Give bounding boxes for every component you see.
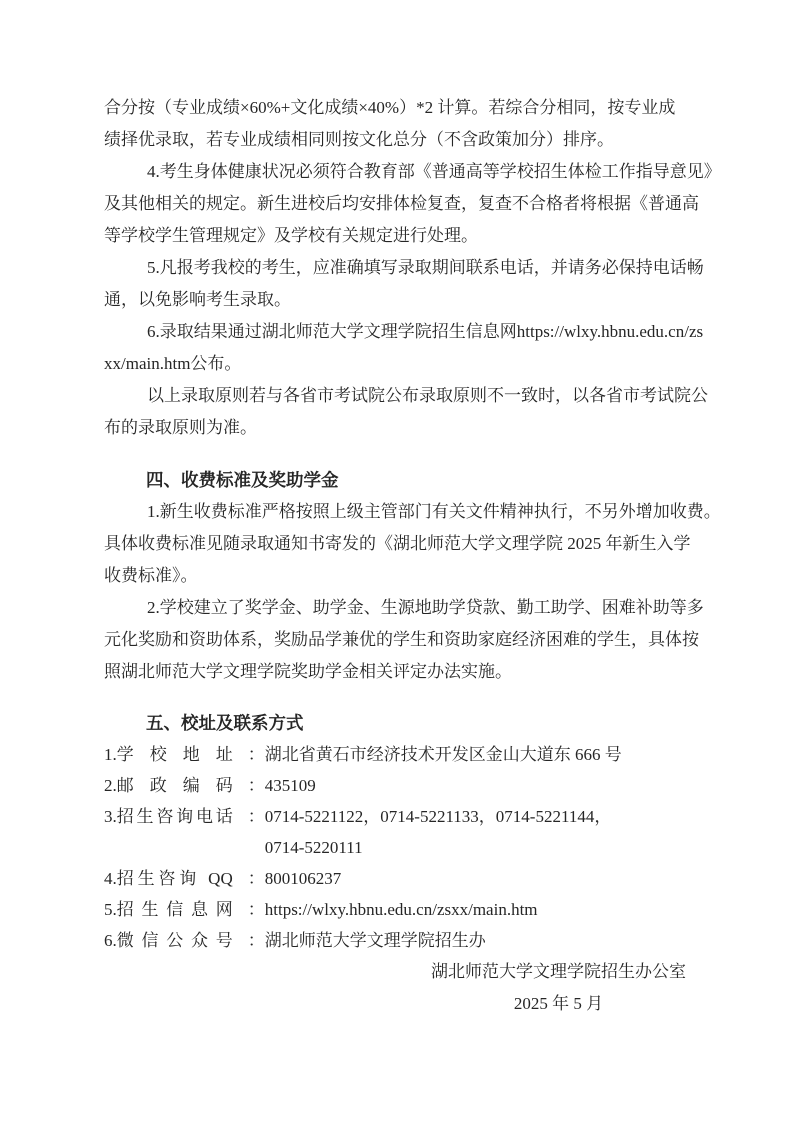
contact-row-value <box>265 925 486 956</box>
fees-section <box>104 496 721 688</box>
contact-row <box>104 770 699 801</box>
contact-value-line: 湖北师范大学文理学院招生办 <box>264 931 486 950</box>
contact-row-number: 2. <box>104 776 117 795</box>
text-line: xx/main.htm公布。 <box>104 354 242 373</box>
contact-row <box>104 801 699 863</box>
text-line: 通，以免影响考生录取。 <box>104 290 291 309</box>
contact-value-line: 0714-5221122，0714-5221133，0714-5221144， <box>264 807 612 826</box>
signature-office: 湖北师范大学文理学院招生办公室 <box>431 962 686 981</box>
contact-value-line: https://wlxy.hbnu.edu.cn/zsxx/main.htm <box>264 900 538 919</box>
text-line: 5.凡报考我校的考生，应准确填写录取期间联系电话，并请务必保持电话畅 <box>147 258 704 277</box>
contact-value-line: 800106237 <box>264 869 342 888</box>
text-line: 合分按（专业成绩×60%+文化成绩×40%）*2 计算。若综合分相同，按专业成 <box>104 98 676 117</box>
section-heading-fees: 四、收费标准及奖助学金 <box>146 470 339 490</box>
contact-row <box>104 894 699 925</box>
contact-row-value <box>265 863 342 894</box>
contact-row-value <box>265 894 538 925</box>
text-line: 收费标准》。 <box>104 566 198 585</box>
contact-row-label: 招生咨询电话 <box>116 807 233 826</box>
contact-row-colon: ： <box>247 776 265 795</box>
signature-date: 2025 年 5 月 <box>513 994 604 1013</box>
contact-row-label: 招 生 信 息 网 <box>116 900 233 919</box>
contact-value-line: 湖北省黄石市经济技术开发区金山大道东 666 号 <box>264 745 622 764</box>
text-line: 1.新生收费标准严格按照上级主管部门有关文件精神执行，不另外增加收费。 <box>147 502 721 521</box>
contact-row-label: 微 信 公 众 号 <box>116 931 233 950</box>
contact-row-label: 邮 政 编 码 <box>116 776 233 795</box>
admission-rules-tail-section <box>104 92 721 444</box>
contact-row <box>104 863 699 894</box>
contact-row-label: 学 校 地 址 <box>116 745 233 764</box>
text-line: 布的录取原则为准。 <box>104 418 257 437</box>
contact-row-colon: ： <box>247 931 265 950</box>
contact-list <box>104 739 699 956</box>
contact-row-colon: ： <box>247 745 265 764</box>
text-line: 以上录取原则若与各省市考试院公布录取原则不一致时，以各省市考试院公 <box>147 386 708 405</box>
contact-row-value <box>265 739 622 770</box>
contact-row-value <box>265 801 612 863</box>
contact-row-value <box>265 770 316 801</box>
text-line: 2.学校建立了奖学金、助学金、生源地助学贷款、勤工助学、困难补助等多 <box>147 598 704 617</box>
contact-row-number: 6. <box>104 931 117 950</box>
text-line: 4.考生身体健康状况必须符合教育部《普通高等学校招生体检工作指导意见》 <box>147 162 721 181</box>
signature-block <box>431 956 686 1020</box>
contact-row-colon: ： <box>247 869 265 888</box>
contact-row-colon: ： <box>247 807 265 826</box>
text-line: 及其他相关的规定。新生进校后均安排体检复查，复查不合格者将根据《普通高 <box>104 194 699 213</box>
contact-row-number: 3. <box>104 807 117 826</box>
contact-value-line: 435109 <box>264 776 316 795</box>
contact-row-colon: ： <box>247 900 265 919</box>
section-heading-contact: 五、校址及联系方式 <box>146 713 304 733</box>
contact-value-line: 0714-5220111 <box>264 838 363 857</box>
text-line: 绩择优录取，若专业成绩相同则按文化总分（不含政策加分）排序。 <box>104 130 614 149</box>
contact-row-label: 招生咨询 QQ <box>116 869 233 888</box>
text-line: 元化奖励和资助体系，奖励品学兼优的学生和资助家庭经济困难的学生，具体按 <box>104 630 699 649</box>
contact-row-number: 5. <box>104 900 117 919</box>
contact-row <box>104 739 699 770</box>
contact-row-number: 4. <box>104 869 117 888</box>
text-line: 等学校学生管理规定》及学校有关规定进行处理。 <box>104 226 478 245</box>
text-line: 照湖北师范大学文理学院奖助学金相关评定办法实施。 <box>104 662 512 681</box>
text-line: 6.录取结果通过湖北师范大学文理学院招生信息网https://wlxy.hbnu.edu.cn/zs <box>147 322 704 341</box>
contact-row-number: 1. <box>104 745 117 764</box>
contact-row <box>104 925 699 956</box>
text-line: 具体收费标准见随录取通知书寄发的《湖北师范大学文理学院 2025 年新生入学 <box>104 534 691 553</box>
